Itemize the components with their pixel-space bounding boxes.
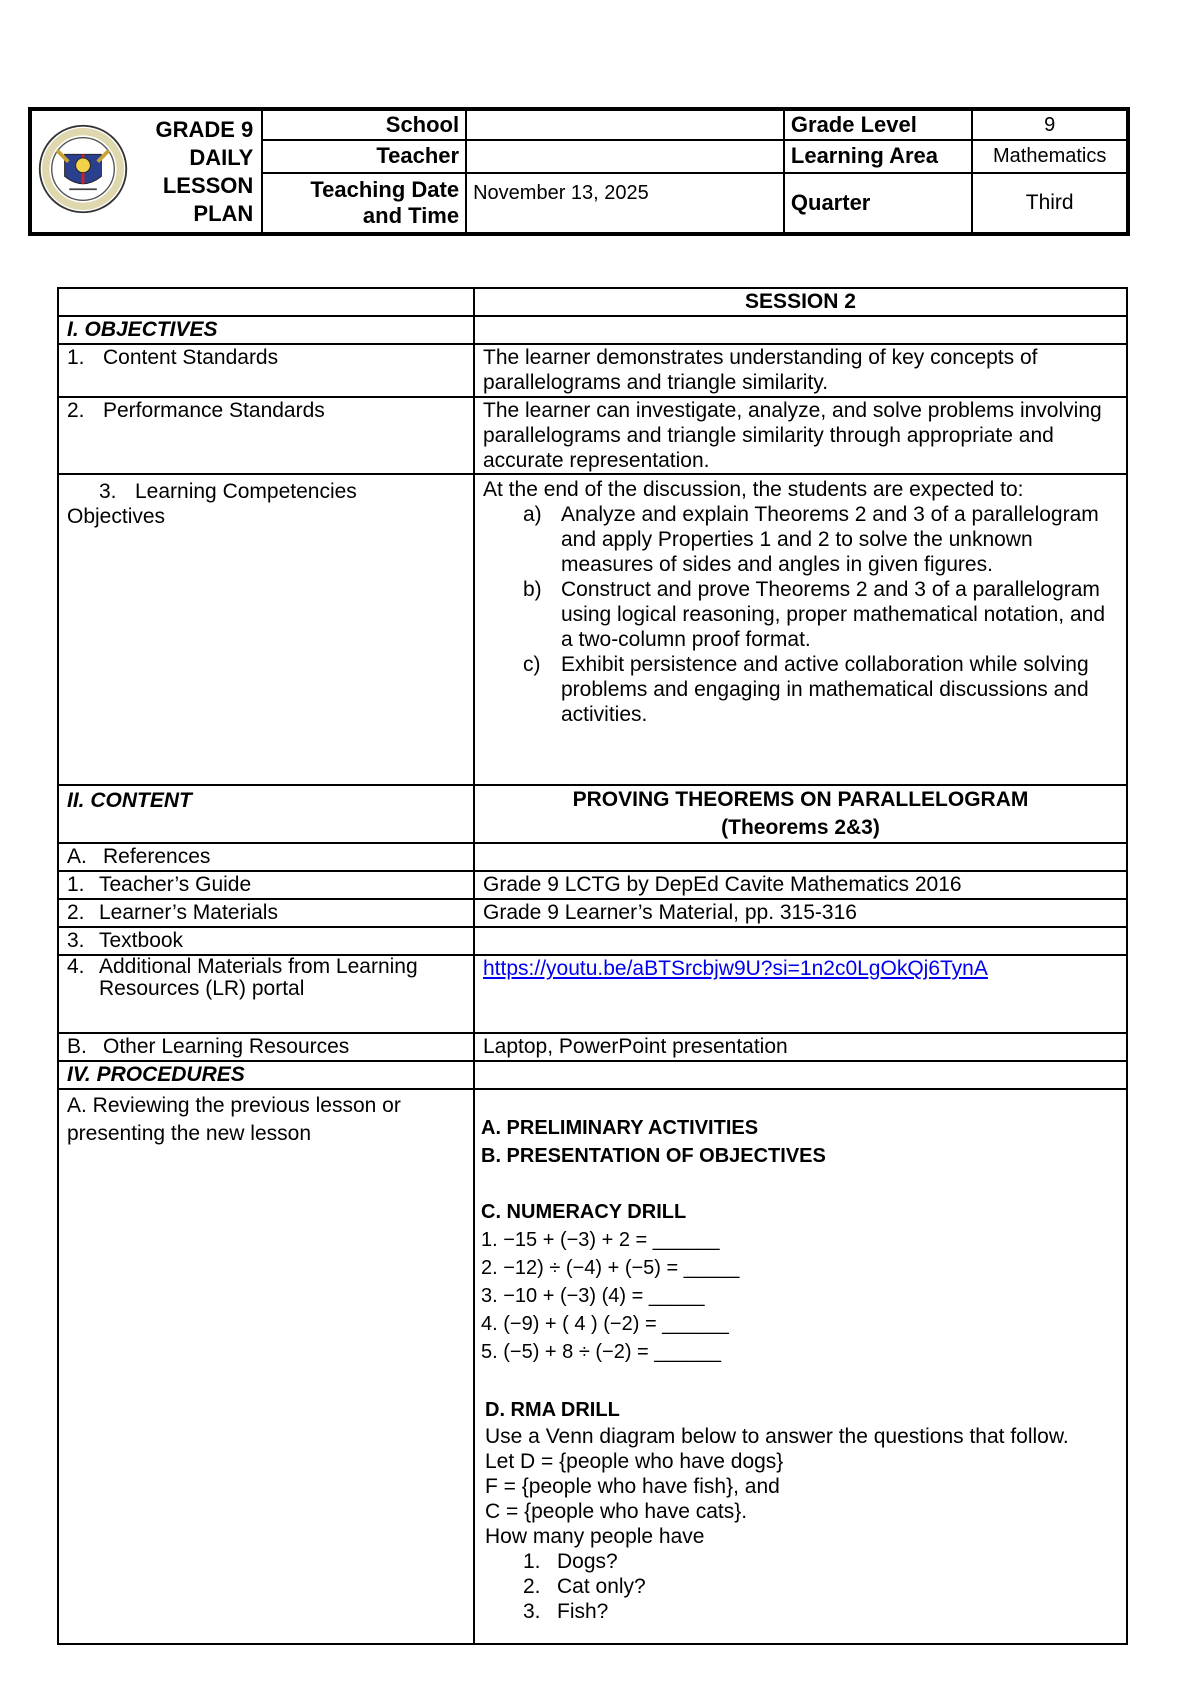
learners-materials-label: [58, 899, 474, 927]
teachers-guide-text-label: Teacher’s Guide: [99, 873, 252, 896]
rma-line: F = {people who have fish}, and: [485, 1475, 780, 1498]
teaching-date-field[interactable]: November 13, 2025: [466, 173, 784, 234]
item-number: 1.: [67, 346, 85, 369]
quarter-label: Quarter: [784, 173, 972, 234]
list-item: [523, 1574, 1118, 1599]
title-line-1: GRADE 9: [155, 116, 254, 142]
performance-standards-row: [58, 397, 1127, 474]
content-heading: II. CONTENT: [58, 785, 474, 843]
list-marker: 3.: [523, 1600, 541, 1623]
teaching-date-label: [262, 173, 466, 234]
textbook-text-label: Textbook: [99, 929, 184, 952]
performance-standards-text-label: Performance Standards: [103, 399, 325, 422]
learners-materials-text-label: Learner’s Materials: [99, 901, 278, 924]
presentation-heading: B. PRESENTATION OF OBJECTIVES: [481, 1145, 826, 1167]
numeracy-drill-heading: C. NUMERACY DRILL: [481, 1201, 687, 1223]
school-field[interactable]: [466, 109, 784, 140]
teachers-guide-row: [58, 871, 1127, 899]
teaching-date-label-line-1: Teaching Date: [310, 176, 460, 202]
list-marker: 2.: [523, 1575, 541, 1598]
list-text: Construct and prove Theorems 2 and 3 of a parallelogram using logical reasoning, proper mathematical notation, and a two-column proof format.: [561, 578, 1106, 651]
references-label: [58, 843, 474, 871]
list-text: Cat only?: [557, 1575, 646, 1598]
additional-materials-label: [58, 955, 474, 1033]
numeracy-item: 1. −15 + (−3) + 2 = ______: [481, 1229, 720, 1251]
learning-competencies-label: [58, 474, 474, 785]
other-resources-label: [58, 1033, 474, 1061]
deped-seal-icon: [37, 123, 129, 215]
youtube-link[interactable]: https://youtu.be/aBTSrcbjw9U?si=1n2c0LgOkQj6TynA: [483, 957, 988, 980]
objectives-heading: I. OBJECTIVES: [58, 316, 474, 344]
content-standards-text-label: Content Standards: [103, 346, 279, 369]
procedures-blank: [474, 1061, 1127, 1089]
content-row: [58, 785, 1127, 843]
title-line-2: DAILY: [189, 144, 254, 170]
additional-materials-value: [474, 955, 1127, 1033]
list-text: Dogs?: [557, 1550, 618, 1573]
objectives-intro: At the end of the discussion, the students are expected to:: [483, 478, 1024, 501]
blank-cell: [58, 288, 474, 316]
textbook-label: [58, 927, 474, 955]
performance-standards-text: The learner can investigate, analyze, and solve problems involving parallelograms and triangle similarity through appropriate and accurate representation.: [474, 397, 1127, 474]
item-number: 2.: [67, 399, 85, 422]
reviewing-content: [474, 1089, 1127, 1644]
rma-line: Let D = {people who have dogs}: [485, 1450, 784, 1473]
rma-question-list: [485, 1549, 1118, 1624]
content-standards-row: [58, 344, 1127, 397]
item-number: 3.: [67, 929, 85, 952]
rma-drill-heading: D. RMA DRILL: [485, 1399, 620, 1421]
references-text-label: References: [103, 845, 211, 868]
additional-materials-row: [58, 955, 1127, 1033]
objectives-sublabel: Objectives: [67, 505, 166, 528]
preliminary-activities-heading: A. PRELIMINARY ACTIVITIES: [481, 1117, 759, 1139]
list-item: [523, 1549, 1118, 1574]
learners-materials-value: Grade 9 Learner’s Material, pp. 315-316: [474, 899, 1127, 927]
procedures-row: [58, 1061, 1127, 1089]
content-title-line-1: PROVING THEOREMS ON PARALLELOGRAM: [572, 788, 1029, 811]
list-item: [523, 577, 1118, 652]
additional-materials-text-label: Additional Materials from Learning Resources (LR) portal: [99, 955, 418, 1000]
content-title-line-2: (Theorems 2&3): [721, 816, 880, 839]
title-line-4: PLAN: [193, 200, 254, 226]
learning-area-value[interactable]: Mathematics: [972, 140, 1128, 173]
other-resources-text-label: Other Learning Resources: [103, 1035, 350, 1058]
plan-title: [142, 109, 263, 234]
references-blank: [474, 843, 1127, 871]
item-number: 4.: [67, 955, 85, 978]
other-resources-row: [58, 1033, 1127, 1061]
references-row: [58, 843, 1127, 871]
list-text: Fish?: [557, 1600, 609, 1623]
numeracy-item: 3. −10 + (−3) (4) = _____: [481, 1285, 705, 1307]
objectives-row: [58, 316, 1127, 344]
content-title: [474, 785, 1127, 843]
teacher-field[interactable]: [466, 140, 784, 173]
content-standards-label: [58, 344, 474, 397]
reviewing-row: [58, 1089, 1127, 1644]
list-marker: a): [523, 503, 542, 526]
teacher-label: Teacher: [262, 140, 466, 173]
item-number: 1.: [67, 873, 85, 896]
numeracy-item: 5. (−5) + 8 ÷ (−2) = ______: [481, 1341, 722, 1363]
item-number: 3.: [99, 480, 117, 503]
lesson-plan-table: [57, 287, 1128, 1645]
list-marker: 1.: [523, 1550, 541, 1573]
list-item: [523, 1599, 1118, 1624]
learners-materials-row: [58, 899, 1127, 927]
rma-line: How many people have: [485, 1525, 705, 1548]
list-text: Analyze and explain Theorems 2 and 3 of a parallelogram and apply Properties 1 and 2 to solve the unknown measures of sides and angles in given figures.: [561, 503, 1099, 576]
rma-line: C = {people who have cats}.: [485, 1500, 748, 1523]
rma-line: Use a Venn diagram below to answer the questions that follow.: [485, 1425, 1069, 1448]
reviewing-label: A. Reviewing the previous lesson or presenting the new lesson: [58, 1089, 474, 1644]
grade-level-label: Grade Level: [784, 109, 972, 140]
objectives-list: [483, 502, 1118, 727]
learning-competencies-text-label: Learning Competencies: [135, 480, 357, 503]
learning-competencies-row: [58, 474, 1127, 785]
learning-competencies-text: [474, 474, 1127, 785]
procedures-heading: IV. PROCEDURES: [58, 1061, 474, 1089]
quarter-value[interactable]: Third: [972, 173, 1128, 234]
numeracy-item: 4. (−9) + ( 4 ) (−2) = ______: [481, 1313, 729, 1335]
item-number: 2.: [67, 901, 85, 924]
textbook-row: [58, 927, 1127, 955]
teachers-guide-value: Grade 9 LCTG by DepEd Cavite Mathematics 2016: [474, 871, 1127, 899]
header-table: [28, 107, 1130, 236]
school-label: School: [262, 109, 466, 140]
content-standards-text: The learner demonstrates understanding of key concepts of parallelograms and triangle similarity.: [474, 344, 1127, 397]
list-item: [523, 502, 1118, 577]
list-item: [523, 652, 1118, 727]
other-resources-value: Laptop, PowerPoint presentation: [474, 1033, 1127, 1061]
objectives-blank: [474, 316, 1127, 344]
session-row: [58, 288, 1127, 316]
item-number: A.: [67, 845, 87, 868]
performance-standards-label: [58, 397, 474, 474]
deped-seal: [30, 109, 142, 234]
session-title: SESSION 2: [474, 288, 1127, 316]
grade-level-value[interactable]: 9: [972, 109, 1128, 140]
item-number: B.: [67, 1035, 87, 1058]
list-marker: b): [523, 578, 542, 601]
list-text: Exhibit persistence and active collaboration while solving problems and engaging in mathematical discussions and activities.: [561, 653, 1089, 726]
title-line-3: LESSON: [162, 172, 254, 198]
numeracy-item: 2. −12) ÷ (−4) + (−5) = _____: [481, 1257, 740, 1279]
teachers-guide-label: [58, 871, 474, 899]
teaching-date-label-line-2: and Time: [362, 202, 460, 228]
learning-area-label: Learning Area: [784, 140, 972, 173]
list-marker: c): [523, 653, 541, 676]
textbook-value: [474, 927, 1127, 955]
